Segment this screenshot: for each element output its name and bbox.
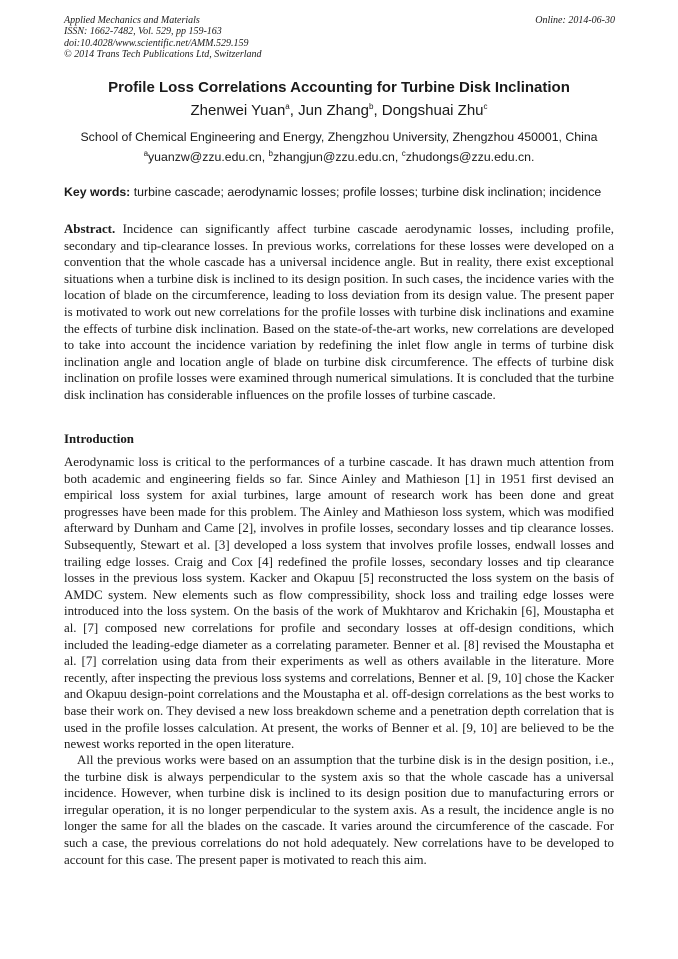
doi-line: doi:10.4028/www.scientific.net/AMM.529.159 — [64, 37, 249, 49]
keywords-label: Key words: — [64, 185, 131, 199]
keywords-text: turbine cascade; aerodynamic losses; profile losses; turbine disk inclination; incidence — [133, 185, 602, 199]
email-mark: c — [401, 148, 406, 158]
email-address: zhangjun@zzu.edu.cn — [272, 150, 395, 164]
abstract — [64, 221, 614, 404]
email-list — [0, 150, 678, 164]
paper-title: Profile Loss Correlations Accounting for Turbine Disk Inclination — [108, 79, 570, 96]
issn-line: ISSN: 1662-7482, Vol. 529, pp 159-163 — [64, 26, 222, 38]
author-affil-mark: b — [368, 102, 374, 111]
email-separator: , — [394, 150, 402, 164]
email-address: yuanzw@zzu.edu.cn — [148, 150, 262, 164]
abstract-label: Abstract. — [64, 222, 116, 236]
author: Zhenwei Yuan — [190, 102, 286, 119]
introduction-heading: Introduction — [64, 432, 134, 446]
abstract-text: Incidence can significantly affect turbine cascade aerodynamic losses, including profile, secondary and tip-clearance losses. In previous works, correlations for these losses were developed on a convention that the whole cascade has a universal incidence angle. But in reality, there exist exceptional situations when a turbine disk is inclined to its design position. In such cases, the incidence varies with the location of blade on the circumference, leading to loss deviation from its design value. The present paper is motivated to work out new correlations for the profile losses with turbine disk inclinations and examine the effects of turbine disk inclination. Based on the state-of-the-art works, new correlations are developed to take into account the incidence variation by redefining the inlet flow angle in terms of turbine disk inclination angle and location angle of blade on turbine disk circumference. The effects of turbine disk inclination on profile losses were examined through numerical simulations. It is concluded that the turbine disk inclination has considerable influences on the profile losses of turbine cascade. — [64, 222, 614, 402]
author: Dongshuai Zhu — [381, 102, 484, 119]
intro-paragraph-1: Aerodynamic loss is critical to the performances of a turbine cascade. It has drawn much attention from both academic and engineering fields so far. Since Ainley and Mathieson [1] in 1951 first devised an empirical loss system for axial turbines, large amount of research work has been done and great progresses have been made for this problem. The Ainley and Mathieson loss system, which was modified afterward by Dunham and Came [2], involves in profile losses, secondary losses and tip clearance losses. Subsequently, Stewart et al. [3] developed a loss system that involves profile losses, endwall losses and trailing edge losses. Craig and Cox [4] redefined the profile losses, secondary losses and tip clearance losses in the previous loss system. Kacker and Okapuu [5] reconstructed the loss system on the basis of AMDC system. New elements such as flow compressibility, shock loss and trailing edge losses were introduced into the loss system. On the basis of the work of Mukhtarov and Krichakin [6], Moustapha et al. [7] composed new correlations for profile and secondary losses at off-design conditions, which included the leading-edge diameter as a correlating parameter. Benner et al. [8] revised the Moustapha et al. [7] correlation using data from their experiments as well as others available in the literature. More recently, after inspecting the previous loss systems and correlations, Benner et al. [9, 10] chose the Kacker and Okapuu design-point correlations and the Moustapha et al. off-design correlations as the best works to base their work on. They devised a new loss breakdown scheme and a penetration depth correlation that is used in the profile losses calculation. At present, the works of Benner et al. [9, 10] are believed to be the newest works reported in the open literature. — [64, 455, 614, 752]
keywords — [64, 185, 624, 199]
author-list — [0, 102, 678, 119]
author-affil-mark: c — [483, 102, 488, 111]
email-mark: b — [268, 148, 273, 158]
journal-name: Applied Mechanics and Materials — [64, 15, 200, 26]
email-separator: , — [261, 150, 269, 164]
intro-paragraph-2: All the previous works were based on an assumption that the turbine disk is in the design position, i.e., the turbine disk is always perpendicular to the system axis so that the whole cascade has a universal incidence. However, when turbine disk is inclined to its design position due to manufacturing errors or irregular operation, it is no longer perpendicular to the system axis. As a result, the incidence angle is no longer the same for all the blades on the cascade. It varies around the circumference of the cascade. For such a case, the previous correlations do not hold adequately. New correlations have to be developed to account for this case. The present paper is motivated to reach this aim. — [64, 753, 614, 867]
author: Jun Zhang — [298, 102, 369, 119]
affiliation: School of Chemical Engineering and Energy, Zhengzhou University, Zhengzhou 450001, China — [80, 130, 598, 144]
author-affil-mark: a — [285, 102, 290, 111]
copyright-line: © 2014 Trans Tech Publications Ltd, Switzerland — [64, 48, 262, 60]
email-mark: a — [143, 148, 149, 158]
author-separator: , — [289, 102, 299, 119]
journal-header — [64, 15, 615, 60]
online-date: Online: 2014-06-30 — [535, 15, 615, 26]
email-address: zhudongs@zzu.edu.cn. — [405, 150, 535, 164]
author-separator: , — [373, 102, 382, 119]
